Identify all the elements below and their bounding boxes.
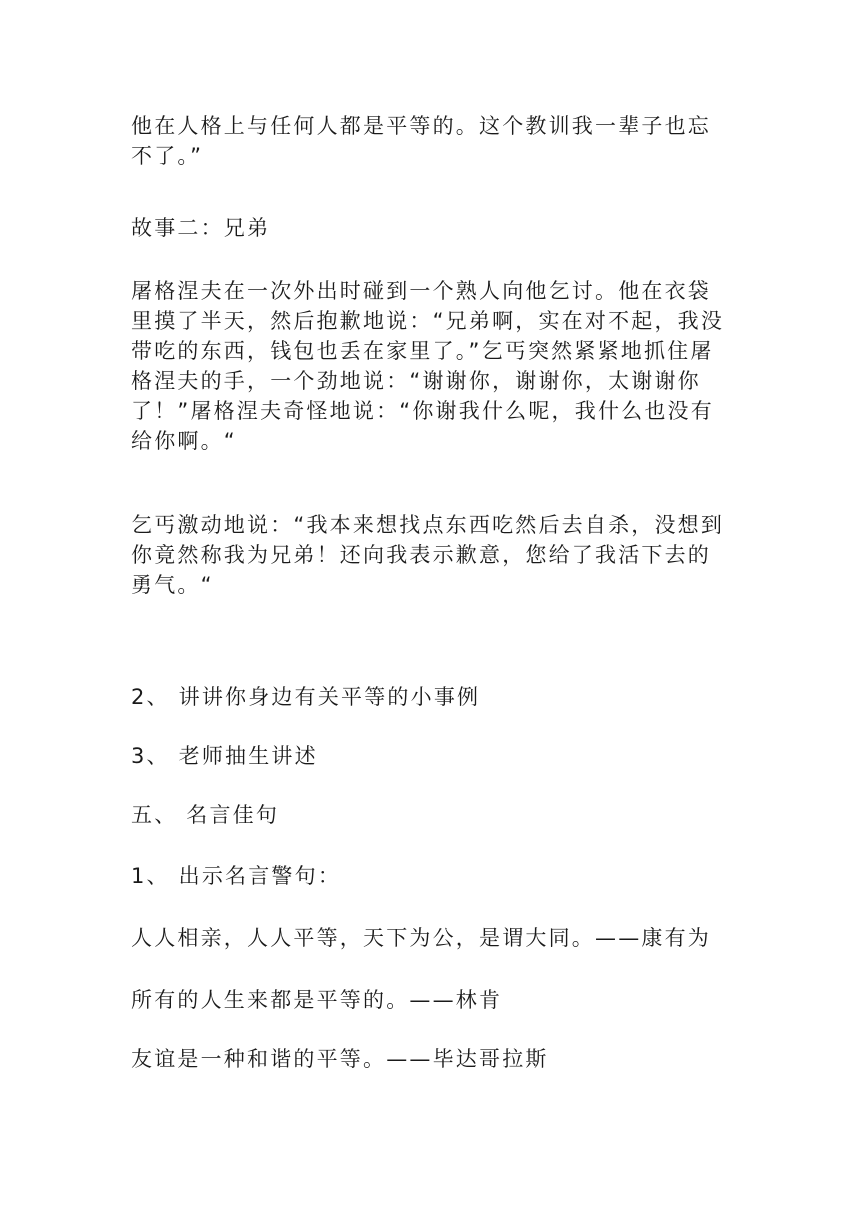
quote-lincoln: 所有的人生来都是平等的。——林肯: [131, 988, 503, 1012]
paragraph-story-two: 屠格涅夫在一次外出时碰到一个熟人向他乞讨。他在衣袋里摸了半天，然后抱歉地说：“兄弟啊，实在对不起，我没带吃的东西，钱包也丢在家里了。”乞丐突然紧紧地抓住屠格涅夫的手，一个劲地说：“谢谢你，谢谢你，太谢谢你了！”屠格涅夫奇怪地说：“你谢我什么呢，我什么也没有给你啊。“: [131, 279, 725, 453]
paragraph-beggar-reply: 乞丐激动地说：“我本来想找点东西吃然后去自杀，没想到你竟然称我为兄弟！还向我表示歉意，您给了我活下去的勇气。“: [131, 513, 725, 597]
step-3-item: 3、 老师抽生讲述: [131, 744, 318, 768]
quote-kang-youwei: 人人相亲，人人平等，天下为公，是谓大同。——康有为: [131, 926, 711, 950]
quotes-intro-item: 1、 出示名言警句：: [131, 864, 342, 888]
story-two-heading: 故事二：兄弟: [131, 216, 271, 240]
step-2-item: 2、 讲讲你身边有关平等的小事例: [131, 685, 481, 709]
quote-pythagoras: 友谊是一种和谐的平等。——毕达哥拉斯: [131, 1047, 549, 1071]
section-5-heading: 五、 名言佳句: [131, 803, 280, 827]
paragraph-lesson-quote-end: 他在人格上与任何人都是平等的。这个教训我一辈子也忘不了。”: [131, 114, 711, 168]
